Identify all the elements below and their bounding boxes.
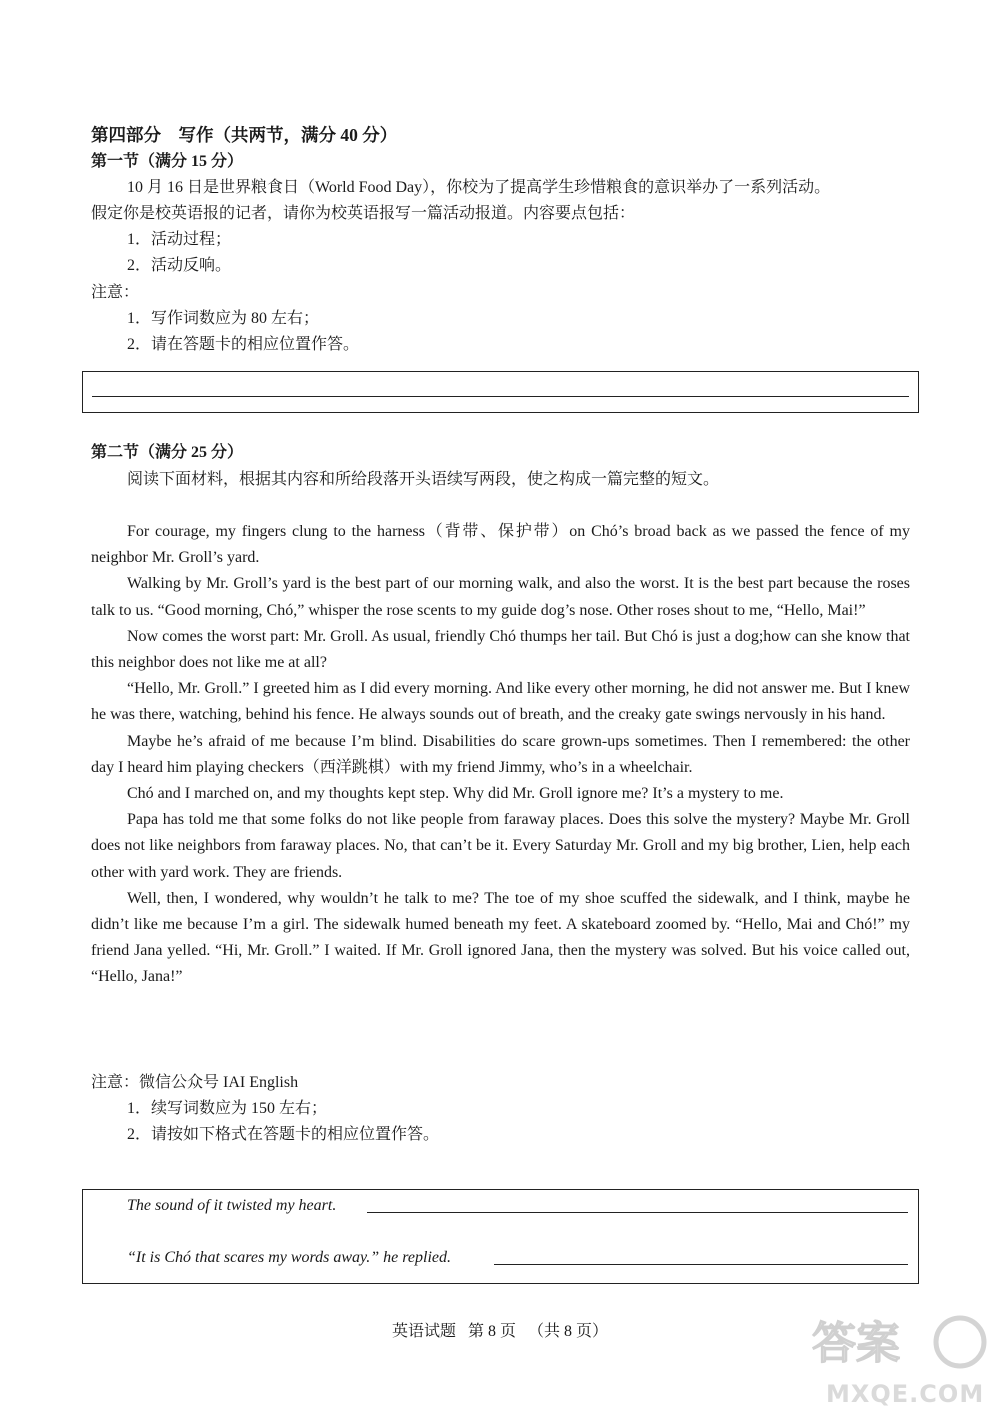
footer-total: （共 8 页） (528, 1323, 609, 1340)
passage-paragraph: For courage, my fingers clung to the harness（背带、保护带）on Chó’s broad back as we passed the fence of my neighbor Mr. Groll’s yard. (91, 523, 910, 567)
passage-paragraph: Walking by Mr. Groll’s yard is the best part of our morning walk, and also the worst. It is the best part because the roses talk to us. “Good morning, Chó,” whisper the rose scents to my guide dog’s nose. Other roses shout to me, “Hello, Mai!” (91, 575, 910, 619)
section2-notes-label: 注意：微信公众号 IAI English (91, 1074, 299, 1091)
section1-note-2: 2．请在答题卡的相应位置作答。 (127, 336, 360, 353)
answer-box-2 (82, 1189, 919, 1284)
section1-intro-line1: 10 月 16 日是世界粮食日（World Food Day），你校为了提高学生珍惜粮食的意识举办了一系列活动。 (127, 179, 831, 196)
passage-paragraph: Now comes the worst part: Mr. Groll. As usual, friendly Chó thumps her tail. But Chó is just a dog;how can she know that this neighbor does not like me at all? (91, 627, 910, 672)
continuation-prompt-2: “It is Chó that scares my words away.” he replied. (127, 1249, 451, 1266)
watermark-url (826, 1378, 986, 1414)
footer-subject: 英语试题 (391, 1323, 456, 1340)
reading-passage (91, 519, 910, 991)
watermark-logo (810, 1310, 990, 1370)
passage-paragraph: “Hello, Mr. Groll.” I greeted him as I did every morning. And like every other morning, he did not answer me. But I knew he was there, watching, behind his fence. He always sounds out of breath, and the creaky gate swings nervously in his hand. (91, 680, 910, 724)
content-point-1: 1．活动过程； (127, 231, 232, 248)
answer-line (367, 1212, 908, 1213)
footer-page: 第 8 页 (467, 1323, 516, 1340)
section2-note-1: 1．续写词数应为 150 左右； (127, 1100, 328, 1117)
section2-instruction: 阅读下面材料，根据其内容和所给段落开头语续写两段，使之构成一篇完整的短文。 (127, 471, 720, 488)
passage-paragraph: Papa has told me that some folks do not like people from faraway places. Does this solve the mystery? Maybe Mr. Groll does not like neighbors from faraway places. No, that can’t be it. Every Saturday Mr. Groll and my big brother, Lien, help each other with yard work. They are friends. (91, 811, 910, 881)
svg-text:答案: 答案 (812, 1318, 900, 1369)
answer-line (92, 396, 909, 397)
continuation-prompt-1: The sound of it twisted my heart. (127, 1197, 337, 1214)
passage-paragraph: Maybe he’s afraid of me because I’m blind. Disabilities do scare grown-ups sometimes. Then I remembered: the other day I heard him playing checkers（西洋跳棋）with my friend Jimmy, who’s in a wheelchair. (91, 732, 910, 776)
section1-notes-label: 注意： (91, 284, 140, 301)
passage-paragraph: Well, then, I wondered, why wouldn’t he talk to me? The toe of my shoe scuffed the sidewalk, and I think, maybe he didn’t like me because I’m a girl. The sidewalk humed beneath my feet. A skateboard zoomed by. “Hello, Mai and Chó!” my friend Jana yelled. “Hi, Mr. Groll.” I waited. If Mr. Groll ignored Jana, then the mystery was solved. But his voice called out, “Hello, Jana!” (91, 889, 910, 986)
svg-text:MXQE.COM: MXQE.COM (826, 1380, 985, 1408)
watermark-url-icon (826, 1378, 986, 1408)
section1-note-1: 1．写作词数应为 80 左右； (127, 310, 320, 327)
section1-intro-line2: 假定你是校英语报的记者，请你为校英语报写一篇活动报道。内容要点包括： (91, 205, 636, 222)
answer-box-1 (82, 371, 919, 413)
part-title: 第四部分 写作（共两节，满分 40 分） (91, 125, 398, 145)
watermark-logo-icon (810, 1310, 990, 1370)
content-point-2: 2．活动反响。 (127, 257, 232, 274)
passage-paragraph: Chó and I marched on, and my thoughts kept step. Why did Mr. Groll ignore me? It’s a mystery to me. (127, 785, 784, 803)
section2-heading: 第二节（满分 25 分） (91, 444, 244, 461)
section2-note-2: 2．请按如下格式在答题卡的相应位置作答。 (127, 1126, 440, 1143)
answer-line (494, 1264, 908, 1265)
section1-heading: 第一节（满分 15 分） (91, 153, 244, 170)
